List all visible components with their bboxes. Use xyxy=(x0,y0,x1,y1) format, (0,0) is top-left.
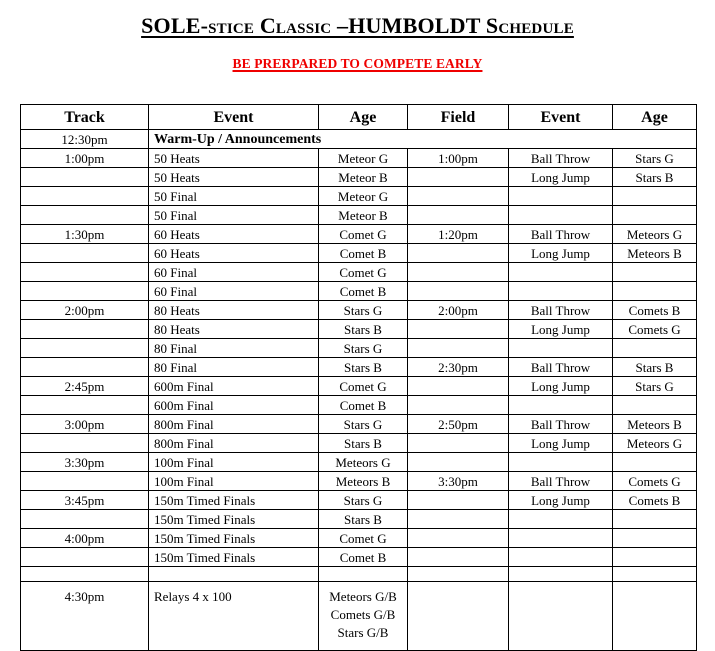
cell-track-time xyxy=(21,187,149,206)
cell-empty xyxy=(613,567,697,582)
cell-field-age xyxy=(613,263,697,282)
cell-field-event xyxy=(509,453,613,472)
page-title-text: SOLE-stice Classic –HUMBOLDT Schedule xyxy=(141,13,574,38)
relay-age-line: Comets G/B xyxy=(330,607,396,622)
cell-track-age: Meteor B xyxy=(319,206,408,225)
cell-field-event xyxy=(509,206,613,225)
column-header-track: Track xyxy=(21,105,149,130)
cell-track-time xyxy=(21,472,149,491)
cell-track-time xyxy=(21,339,149,358)
column-header-age-track: Age xyxy=(319,105,408,130)
table-header-row xyxy=(21,105,697,130)
table-row xyxy=(21,187,697,206)
cell-field-age: Stars G xyxy=(613,377,697,396)
table-body xyxy=(21,130,697,651)
cell-field-time xyxy=(408,548,509,567)
cell-field-age: Meteors G xyxy=(613,225,697,244)
cell-field-age xyxy=(613,453,697,472)
cell-track-age: Stars B xyxy=(319,434,408,453)
cell-field-age: Meteors G xyxy=(613,434,697,453)
cell-track-time xyxy=(21,320,149,339)
cell-field-event: Ball Throw xyxy=(509,301,613,320)
table-row xyxy=(21,472,697,491)
cell-track-event: 60 Final xyxy=(149,282,319,301)
cell-field-time: 2:30pm xyxy=(408,358,509,377)
table-row-relay xyxy=(21,582,697,651)
table-row xyxy=(21,244,697,263)
cell-field-event xyxy=(509,396,613,415)
column-header-field: Field xyxy=(408,105,509,130)
cell-field-event xyxy=(509,582,613,651)
column-header-age-field: Age xyxy=(613,105,697,130)
cell-field-age: Comets G xyxy=(613,320,697,339)
cell-field-event xyxy=(509,339,613,358)
schedule-table xyxy=(20,104,697,651)
cell-track-time: 3:00pm xyxy=(21,415,149,434)
cell-field-age xyxy=(613,582,697,651)
cell-track-age: Stars G xyxy=(319,491,408,510)
cell-track-age: Stars G xyxy=(319,301,408,320)
cell-field-age xyxy=(613,510,697,529)
cell-field-event xyxy=(509,263,613,282)
table-row xyxy=(21,548,697,567)
cell-track-event: 60 Heats xyxy=(149,225,319,244)
cell-field-event: Ball Throw xyxy=(509,415,613,434)
cell-field-event: Long Jump xyxy=(509,168,613,187)
cell-field-event: Long Jump xyxy=(509,244,613,263)
cell-field-age xyxy=(613,529,697,548)
document-page xyxy=(0,12,715,640)
cell-field-time xyxy=(408,491,509,510)
subtitle-notice xyxy=(0,56,715,72)
cell-empty xyxy=(509,567,613,582)
table-header xyxy=(21,105,697,130)
cell-track-age: Comet G xyxy=(319,263,408,282)
cell-track-event: 50 Heats xyxy=(149,168,319,187)
cell-track-time: 2:45pm xyxy=(21,377,149,396)
cell-field-time xyxy=(408,187,509,206)
table-row xyxy=(21,282,697,301)
table-row-spacer xyxy=(21,567,697,582)
cell-track-event: 150m Timed Finals xyxy=(149,491,319,510)
cell-track-time xyxy=(21,244,149,263)
cell-field-time xyxy=(408,434,509,453)
cell-field-time xyxy=(408,529,509,548)
cell-empty xyxy=(319,567,408,582)
cell-field-event xyxy=(509,187,613,206)
table-row xyxy=(21,225,697,244)
cell-track-age: Comet B xyxy=(319,396,408,415)
table-row xyxy=(21,453,697,472)
cell-field-time xyxy=(408,320,509,339)
cell-track-event: 150m Timed Finals xyxy=(149,529,319,548)
cell-track-time xyxy=(21,263,149,282)
cell-track-event: 800m Final xyxy=(149,434,319,453)
cell-track-event: 80 Final xyxy=(149,339,319,358)
cell-track-time: 1:30pm xyxy=(21,225,149,244)
cell-field-time xyxy=(408,263,509,282)
relay-age-line: Stars G/B xyxy=(337,625,389,640)
cell-track-event: 800m Final xyxy=(149,415,319,434)
cell-field-time xyxy=(408,377,509,396)
cell-empty xyxy=(149,567,319,582)
cell-field-age: Comets B xyxy=(613,301,697,320)
cell-track-age: Comet G xyxy=(319,377,408,396)
cell-field-age: Comets B xyxy=(613,491,697,510)
cell-track-event: 600m Final xyxy=(149,396,319,415)
cell-field-time xyxy=(408,510,509,529)
cell-field-time xyxy=(408,396,509,415)
cell-track-event: Relays 4 x 100 xyxy=(149,582,319,651)
cell-track-event: 100m Final xyxy=(149,472,319,491)
cell-track-age: Stars B xyxy=(319,320,408,339)
cell-field-age xyxy=(613,396,697,415)
cell-field-age xyxy=(613,282,697,301)
table-row xyxy=(21,168,697,187)
cell-track-age xyxy=(319,582,408,651)
cell-warmup-label: Warm-Up / Announcements xyxy=(149,130,697,149)
cell-field-age: Stars B xyxy=(613,358,697,377)
cell-empty xyxy=(408,567,509,582)
cell-track-age: Comet G xyxy=(319,225,408,244)
cell-track-age: Comet B xyxy=(319,282,408,301)
table-row xyxy=(21,434,697,453)
cell-field-age xyxy=(613,187,697,206)
cell-field-event xyxy=(509,510,613,529)
cell-field-event: Long Jump xyxy=(509,377,613,396)
cell-track-age: Meteors B xyxy=(319,472,408,491)
table-row xyxy=(21,510,697,529)
cell-field-event: Ball Throw xyxy=(509,358,613,377)
cell-field-time xyxy=(408,244,509,263)
cell-field-age xyxy=(613,206,697,225)
table-row xyxy=(21,396,697,415)
cell-field-event: Ball Throw xyxy=(509,149,613,168)
cell-field-event: Long Jump xyxy=(509,434,613,453)
cell-track-event: 150m Timed Finals xyxy=(149,548,319,567)
cell-field-time xyxy=(408,582,509,651)
cell-field-time xyxy=(408,282,509,301)
cell-track-event: 60 Final xyxy=(149,263,319,282)
cell-field-time: 1:00pm xyxy=(408,149,509,168)
cell-field-event xyxy=(509,282,613,301)
cell-track-event: 60 Heats xyxy=(149,244,319,263)
cell-track-event: 80 Heats xyxy=(149,320,319,339)
cell-track-event: 100m Final xyxy=(149,453,319,472)
cell-field-event: Long Jump xyxy=(509,320,613,339)
page-title xyxy=(0,12,715,40)
subtitle-notice-text: BE PRERPARED TO COMPETE EARLY xyxy=(232,55,483,71)
cell-track-time xyxy=(21,282,149,301)
cell-track-time xyxy=(21,548,149,567)
cell-track-time xyxy=(21,358,149,377)
cell-track-age: Comet B xyxy=(319,548,408,567)
cell-field-event: Long Jump xyxy=(509,491,613,510)
cell-track-time: 1:00pm xyxy=(21,149,149,168)
cell-field-event: Ball Throw xyxy=(509,472,613,491)
cell-track-time xyxy=(21,168,149,187)
cell-track-time xyxy=(21,396,149,415)
cell-field-time xyxy=(408,168,509,187)
table-row xyxy=(21,358,697,377)
cell-track-event: 50 Final xyxy=(149,206,319,225)
cell-field-age: Meteors B xyxy=(613,244,697,263)
cell-track-age: Stars B xyxy=(319,510,408,529)
table-row xyxy=(21,415,697,434)
cell-field-time xyxy=(408,206,509,225)
cell-track-time xyxy=(21,434,149,453)
cell-track-event: 600m Final xyxy=(149,377,319,396)
column-header-event-field: Event xyxy=(509,105,613,130)
cell-track-time: 3:45pm xyxy=(21,491,149,510)
cell-field-age: Meteors B xyxy=(613,415,697,434)
cell-field-time xyxy=(408,339,509,358)
cell-field-age: Stars G xyxy=(613,149,697,168)
cell-track-age: Comet G xyxy=(319,529,408,548)
cell-field-event xyxy=(509,529,613,548)
cell-field-age: Stars B xyxy=(613,168,697,187)
cell-field-age xyxy=(613,339,697,358)
column-header-event-track: Event xyxy=(149,105,319,130)
cell-track-age: Stars B xyxy=(319,358,408,377)
cell-track-event: 150m Timed Finals xyxy=(149,510,319,529)
schedule-table-container xyxy=(20,104,696,651)
cell-track-age: Meteors G xyxy=(319,453,408,472)
table-row xyxy=(21,263,697,282)
cell-field-age: Comets G xyxy=(613,472,697,491)
cell-track-time xyxy=(21,206,149,225)
cell-field-age xyxy=(613,548,697,567)
table-row xyxy=(21,301,697,320)
table-row xyxy=(21,149,697,168)
cell-track-event: 50 Final xyxy=(149,187,319,206)
cell-empty xyxy=(21,567,149,582)
cell-field-time: 1:20pm xyxy=(408,225,509,244)
table-row xyxy=(21,491,697,510)
cell-field-event xyxy=(509,548,613,567)
cell-track-time: 2:00pm xyxy=(21,301,149,320)
cell-track-event: 50 Heats xyxy=(149,149,319,168)
table-row xyxy=(21,339,697,358)
cell-track-time: 12:30pm xyxy=(21,130,149,149)
cell-track-age: Meteor G xyxy=(319,187,408,206)
cell-field-time: 3:30pm xyxy=(408,472,509,491)
table-row xyxy=(21,529,697,548)
cell-track-age: Meteor B xyxy=(319,168,408,187)
relay-age-line: Meteors G/B xyxy=(329,589,397,604)
cell-track-age: Comet B xyxy=(319,244,408,263)
cell-track-age: Stars G xyxy=(319,339,408,358)
cell-field-time xyxy=(408,453,509,472)
cell-track-time xyxy=(21,510,149,529)
cell-field-event: Ball Throw xyxy=(509,225,613,244)
cell-track-time: 4:00pm xyxy=(21,529,149,548)
table-row xyxy=(21,377,697,396)
cell-track-age: Stars G xyxy=(319,415,408,434)
cell-field-time: 2:50pm xyxy=(408,415,509,434)
cell-track-age: Meteor G xyxy=(319,149,408,168)
cell-track-event: 80 Final xyxy=(149,358,319,377)
table-row xyxy=(21,206,697,225)
cell-field-time: 2:00pm xyxy=(408,301,509,320)
table-row xyxy=(21,320,697,339)
cell-track-time: 3:30pm xyxy=(21,453,149,472)
cell-track-event: 80 Heats xyxy=(149,301,319,320)
table-row-warmup xyxy=(21,130,697,149)
cell-track-time: 4:30pm xyxy=(21,582,149,651)
